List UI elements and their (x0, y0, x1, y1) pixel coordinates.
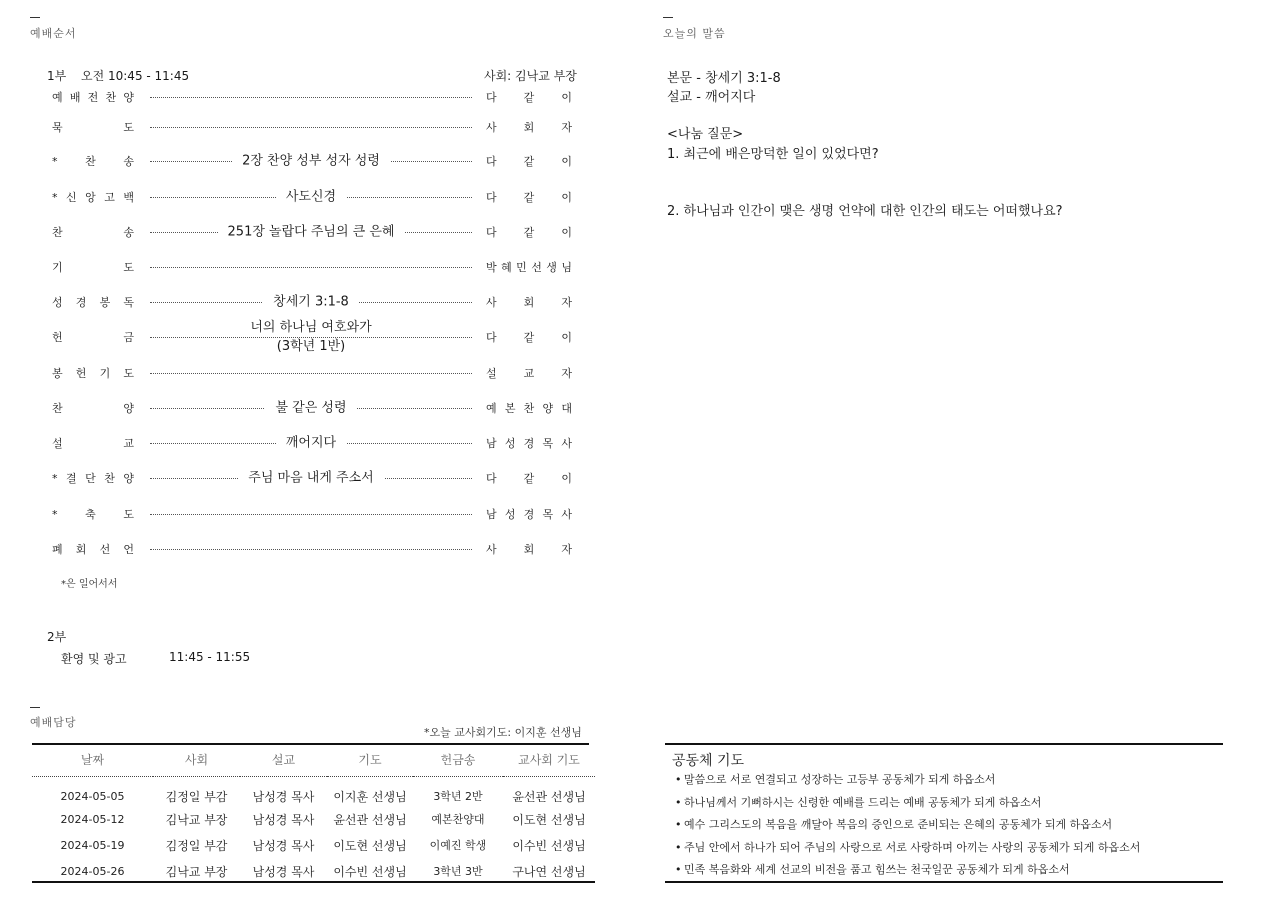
table-cell: 이수빈 선생님 (333, 864, 407, 879)
order-item-content: 주님 마음 내게 주소서 (150, 469, 472, 488)
table-cell: 김정일 부감 (165, 789, 228, 804)
table-cell: 김정일 부감 (165, 838, 228, 853)
prayer-text: 민족 복음화와 세계 선교의 비전을 품고 힘쓰는 천국일꾼 공동체가 되게 하옵소서 (684, 863, 1070, 876)
sharing-heading: <나눔 질문> (667, 127, 744, 142)
order-item-leader: 다 같 이 (486, 472, 572, 485)
order-item-label: 헌 금 (52, 331, 134, 344)
order-item-label: * 찬 송 (52, 154, 134, 168)
order-item-leader: 사 회 자 (486, 121, 572, 134)
part2-time: 11:45 - 11:55 (169, 650, 251, 664)
prayer-item (675, 817, 1140, 840)
table-cell: 윤선관 선생님 (333, 812, 407, 827)
order-item-content: 창세기 3:1-8 (150, 293, 472, 312)
table-cell: 3학년 3반 (433, 865, 483, 878)
prayer-item (675, 795, 1140, 818)
order-row (52, 503, 572, 525)
part1-leader: 사회: 김낙교 부장 (484, 69, 577, 83)
table-row (32, 832, 595, 858)
order-item-content: 불 같은 성령 (150, 399, 472, 418)
order-item-label: * 결 단 찬 양 (52, 471, 134, 485)
table-cell: 이도현 선생님 (512, 812, 586, 827)
order-item-content: 2장 찬양 성부 성자 성령 (150, 152, 472, 171)
bullet-icon: • (675, 795, 682, 809)
order-title: 예배순서 (30, 27, 77, 40)
prayer-title: 공동체 기도 (672, 753, 745, 769)
table-cell: 김낙교 부장 (165, 812, 228, 827)
table-cell: 3학년 2반 (433, 790, 483, 803)
order-item-label: * 축 도 (52, 507, 134, 521)
prayer-item (675, 772, 1140, 795)
table-cell: 구나연 선생님 (512, 864, 586, 879)
order-item-leader: 남 성 경 목 사 (486, 508, 572, 521)
order-item-leader: 남 성 경 목 사 (486, 437, 572, 450)
part2-item: 환영 및 광고 (61, 652, 127, 666)
table-cell: 남성경 목사 (252, 789, 315, 804)
col-date: 날짜 (32, 743, 153, 777)
order-item-leader: 박 혜 민 선 생 님 (486, 261, 572, 274)
table-row (32, 806, 595, 832)
section-marker (30, 707, 40, 708)
table-cell: 이수빈 선생님 (512, 838, 586, 853)
order-item-content: 깨어지다 (150, 434, 472, 453)
question-1: 1. 최근에 배은망덕한 일이 있었다면? (667, 147, 879, 162)
section-marker (663, 17, 673, 18)
order-item-leader: 예 본 찬 양 대 (486, 402, 572, 415)
order-item-label: 찬 송 (52, 226, 134, 239)
dotted-leader (150, 514, 472, 515)
part1-time: 오전 10:45 - 11:45 (81, 69, 190, 83)
order-row (52, 320, 572, 354)
table-cell: 남성경 목사 (252, 864, 315, 879)
table-cell: 예본찬양대 (431, 813, 485, 826)
order-row (52, 538, 572, 560)
part2-label: 2부 (47, 630, 67, 644)
order-item-label: 묵 도 (52, 121, 134, 134)
prayer-text: 주님 안에서 하나가 되어 주님의 사랑으로 서로 사랑하며 아끼는 사랑의 공동체가 되게 하옵소서 (684, 840, 1141, 854)
table-cell: 김낙교 부장 (165, 864, 228, 879)
table-cell: 2024-05-19 (60, 838, 125, 852)
prayer-text: 말씀으로 서로 연결되고 성장하는 고등부 공동체가 되게 하옵소서 (684, 773, 996, 786)
order-item-label: 기 도 (52, 261, 134, 274)
order-item-content: 251장 놀랍다 주님의 큰 은혜 (150, 223, 472, 242)
order-item-label: * 신 앙 고 백 (52, 190, 134, 204)
order-row (52, 256, 572, 278)
prayer-text: 예수 그리스도의 복음을 깨달아 복음의 증인으로 준비되는 은혜의 공동체가 되게 하옵소서 (684, 818, 1113, 831)
table-cell: 이도현 선생님 (333, 838, 407, 853)
scripture-text: 본문 - 창세기 3:1-8 (667, 71, 781, 86)
prayer-bottom-rule (665, 881, 1223, 883)
bullet-icon: • (675, 818, 682, 831)
bullet-icon: • (675, 773, 682, 786)
table-cell: 윤선관 선생님 (512, 789, 586, 804)
word-title: 오늘의 말씀 (663, 27, 726, 40)
order-item-content: 사도신경 (150, 188, 472, 207)
order-row (52, 116, 572, 138)
prayer-text: 하나님께서 기뻐하시는 신령한 예배를 드리는 예배 공동체가 되게 하옵소서 (684, 795, 1042, 809)
col-teacher-prayer: 교사회 기도 (503, 743, 595, 777)
order-row (52, 150, 572, 172)
col-host: 사회 (153, 743, 240, 777)
table-row (32, 777, 595, 807)
order-item-leader: 다 같 이 (486, 226, 572, 239)
order-item-leader: 다 같 이 (486, 155, 572, 168)
standing-note: *은 일어서서 (61, 579, 118, 590)
sermon-text: 설교 - 깨어지다 (667, 90, 756, 105)
table-cell: 2024-05-05 (60, 789, 125, 803)
prayer-item (675, 840, 1140, 863)
order-row (52, 467, 572, 489)
table-cell: 남성경 목사 (252, 812, 315, 827)
order-item-label: 성 경 봉 독 (52, 296, 134, 309)
dotted-leader (150, 267, 472, 268)
order-row (52, 362, 572, 384)
order-row (52, 291, 572, 313)
order-item-content: 너의 하나님 여호와가 (3학년 1반) (150, 318, 472, 356)
col-sermon: 설교 (240, 743, 327, 777)
col-prayer: 기도 (327, 743, 413, 777)
order-item-label: 봉 헌 기 도 (52, 367, 134, 380)
prayer-top-rule (665, 743, 1223, 745)
table-cell: 2024-05-26 (60, 864, 125, 878)
bullet-icon: • (675, 840, 682, 854)
col-offering-song: 헌금송 (413, 743, 503, 777)
dotted-leader (150, 549, 472, 550)
dotted-leader (150, 97, 472, 98)
question-2: 2. 하나님과 인간이 맺은 생명 언약에 대한 인간의 태도는 어떠했나요? (667, 204, 1063, 219)
order-item-label: 설 교 (52, 437, 134, 450)
section-marker (30, 17, 40, 18)
order-row (52, 221, 572, 243)
bullet-icon: • (675, 863, 682, 876)
order-row (52, 432, 572, 454)
order-item-label: 찬 양 (52, 402, 134, 415)
order-row (52, 186, 572, 208)
table-header-row (32, 743, 595, 777)
table-cell: 이예진 학생 (429, 839, 487, 852)
dotted-leader (150, 127, 472, 128)
order-row (52, 397, 572, 419)
order-item-leader: 다 같 이 (486, 331, 572, 344)
table-cell: 남성경 목사 (252, 838, 315, 853)
table-bottom-rule (32, 881, 595, 883)
table-cell: 이지훈 선생님 (333, 789, 407, 804)
order-item-leader: 다 같 이 (486, 91, 572, 104)
part1-label: 1부 (47, 69, 67, 83)
order-item-label: 예 배 전 찬 양 (52, 91, 134, 104)
table-cell: 2024-05-12 (60, 812, 125, 826)
order-item-label: 폐 회 선 언 (52, 543, 134, 556)
order-item-leader: 사 회 자 (486, 296, 572, 309)
dotted-leader (150, 373, 472, 374)
order-row (52, 86, 572, 108)
duty-title: 예배담당 (30, 716, 77, 729)
prayer-list (675, 772, 1140, 885)
order-item-leader: 다 같 이 (486, 191, 572, 204)
order-item-leader: 사 회 자 (486, 543, 572, 556)
teacher-prayer-note: *오늘 교사회기도: 이지훈 선생님 (424, 726, 582, 739)
duty-table (32, 743, 595, 884)
order-item-leader: 설 교 자 (486, 367, 572, 380)
